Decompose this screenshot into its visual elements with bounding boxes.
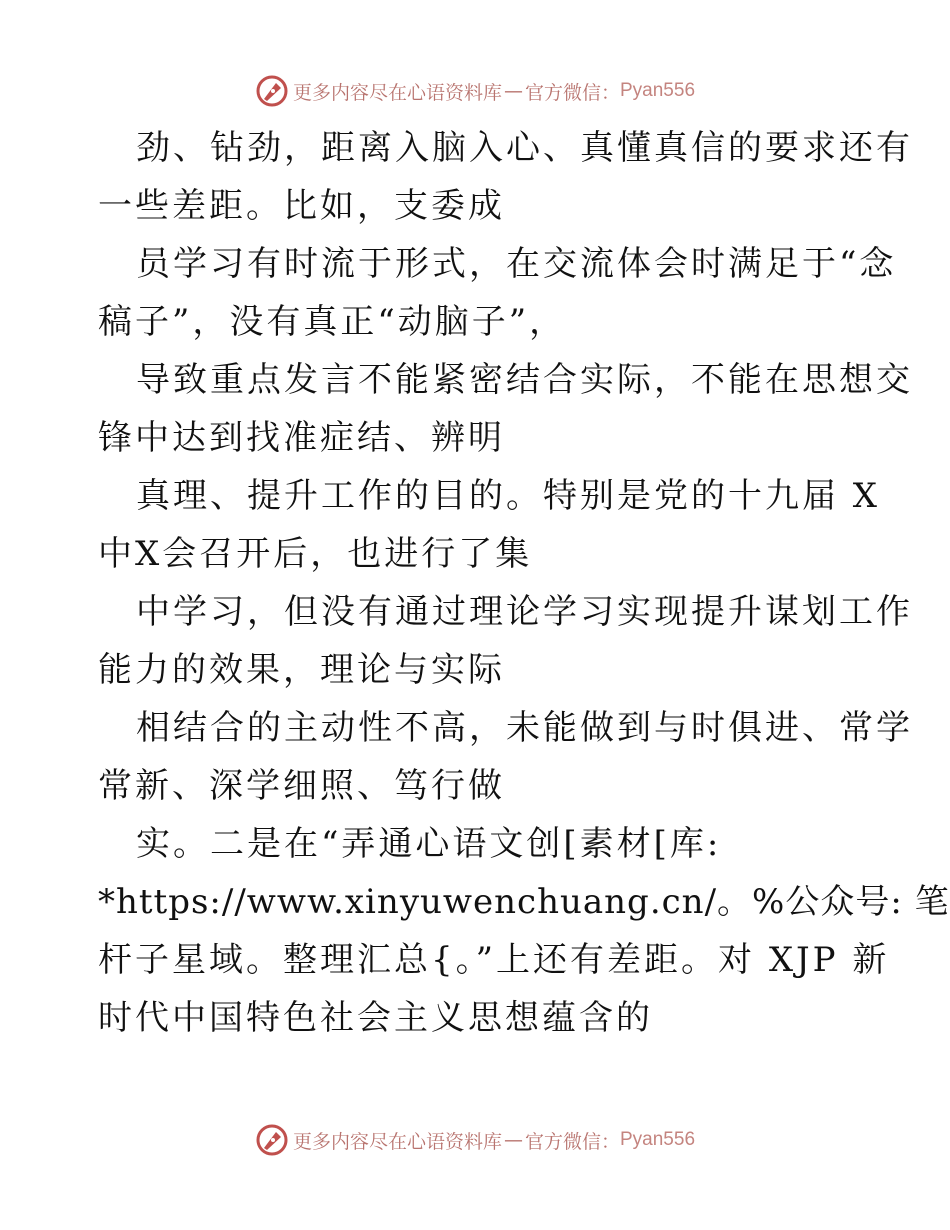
text-line: 常新、深学细照、笃行做 [98,766,505,806]
text-line: 能力的效果，理论与实际 [98,650,505,690]
text-line: 相结合的主动性不高，未能做到与时俱进、常学 [136,708,913,748]
text-line: 劲、钻劲，距离入脑入心、真懂真信的要求还有 [136,128,913,168]
body-text [98,119,950,1047]
text-line: 时代中国特色社会主义思想蕴含的 [98,998,653,1038]
pen-nib-circle-icon [255,74,289,108]
text-line: 稿子”，没有真正“动脑子”， [98,302,567,342]
separator-dash: — [503,1129,523,1151]
separator-dash: — [503,80,523,102]
header-watermark-banner [0,71,950,111]
text-line: 中X会召开后，也进行了集 [98,534,533,574]
text-line: *https://www.xinyuwenchuang.cn/。%公众号: 笔 [98,882,950,922]
text-line: 一些差距。比如，支委成 [98,186,505,226]
text-line: 真理、提升工作的目的。特别是党的十九届 X [136,476,881,516]
footer-watermark-banner [0,1120,950,1160]
text-line: 杆子星域。整理汇总{。”上还有差距。对 XJP 新 [98,940,890,980]
pen-nib-circle-icon [255,1123,289,1157]
wechat-label: 官方微信： [524,81,620,104]
wechat-label: 官方微信： [524,1130,620,1153]
text-line: 锋中达到找准症结、辨明 [98,418,505,458]
wechat-id: Pyan556 [620,80,696,101]
text-line: 导致重点发言不能紧密结合实际，不能在思想交 [136,360,913,400]
text-line: 中学习，但没有通过理论学习实现提升谋划工作 [136,592,913,632]
wechat-id: Pyan556 [620,1129,696,1150]
site-name: 更多内容尽在心语资料库 [292,81,502,104]
text-line: 实。二是在“弄通心语文创[素材[库: [136,824,722,864]
site-name: 更多内容尽在心语资料库 [292,1130,502,1153]
text-line: 员学习有时流于形式，在交流体会时满足于“念 [136,244,897,284]
